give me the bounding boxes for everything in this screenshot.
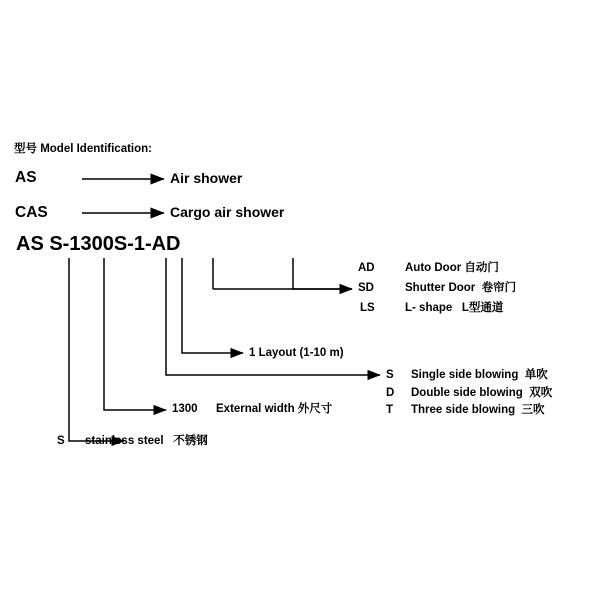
prefix-meaning-as: Air shower <box>170 170 243 186</box>
width-option-meaning: External width 外尺寸 <box>216 403 333 415</box>
door-option-code-ad: AD <box>358 262 375 274</box>
prefix-meaning-cas: Cargo air shower <box>170 204 285 220</box>
blowing-option-meaning-s: Single side blowing 单吹 <box>411 369 548 381</box>
page-title: 型号 Model Identification: <box>14 143 152 155</box>
leader-material-option <box>69 258 124 441</box>
leader-blowing-options <box>166 258 380 375</box>
door-option-meaning-ls: L- shape L型通道 <box>405 302 504 314</box>
leader-width-option <box>104 258 166 410</box>
blowing-option-meaning-t: Three side blowing 三吹 <box>411 404 545 416</box>
material-option-meaning: stainless steel 不锈钢 <box>85 435 208 447</box>
material-option-code: S <box>57 435 65 447</box>
door-option-meaning-sd: Shutter Door 卷帘门 <box>405 282 517 294</box>
leader-door-options <box>293 258 352 289</box>
door-option-code-ls: LS <box>360 302 375 314</box>
blowing-option-code-s: S <box>386 369 394 381</box>
layout-option: 1 Layout (1-10 m) <box>249 347 344 359</box>
blowing-option-meaning-d: Double side blowing 双吹 <box>411 387 553 399</box>
width-option-code: 1300 <box>172 403 198 415</box>
prefix-code-as: AS <box>15 169 37 186</box>
blowing-option-code-t: T <box>386 404 394 416</box>
door-option-meaning-ad: Auto Door 自动门 <box>405 262 499 274</box>
blowing-option-code-d: D <box>386 387 395 399</box>
prefix-code-cas: CAS <box>15 204 48 221</box>
door-option-code-sd: SD <box>358 282 374 294</box>
model-code: AS S-1300S-1-AD <box>16 233 181 255</box>
